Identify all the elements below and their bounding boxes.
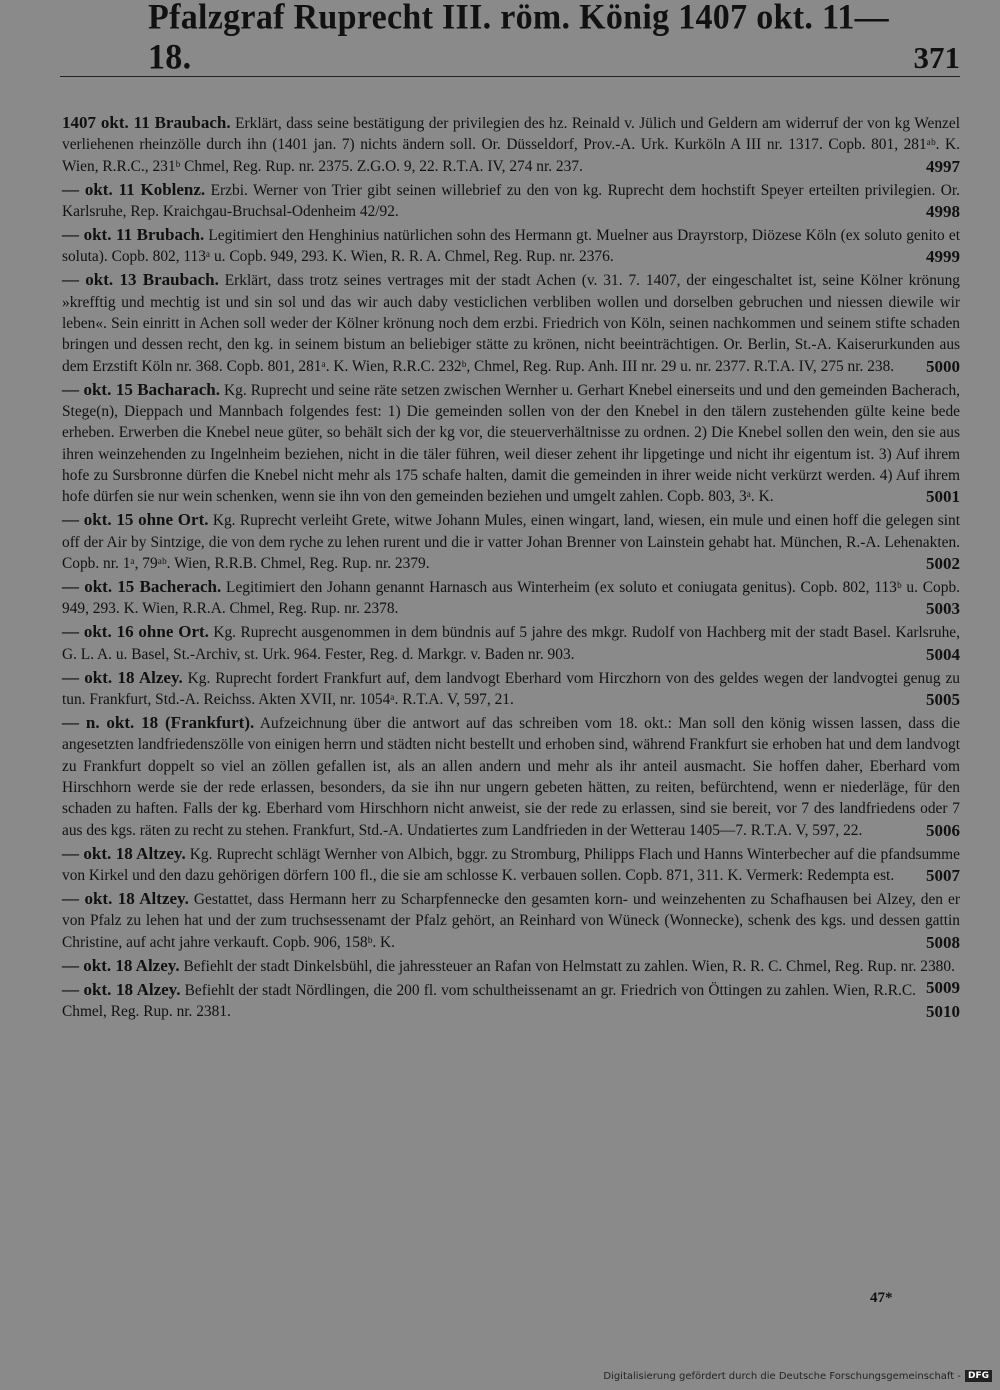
entry-text: Gestattet, dass Hermann herr zu Scharpfennecke den gesamten korn- und weinzehenten zu Schafhausen bei Alzey, den er von Pfalz zu lehen hat und der zum truchsessenamt der Pfalz gehört, an Reinhard von Wüneck (Wonnecke), schenk des kgs. und dessen gattin Christine, auf acht jahre verkauft. Copb. 906, 158ᵇ. K.	[62, 891, 961, 951]
regest-entry	[62, 379, 960, 508]
entry-date-place: — okt. 18 Altzey.	[62, 889, 189, 909]
entry-text: Legitimiert den Henghinius natürlichen sohn des Hermann gt. Muelner aus Drayrstorp, Diözese Köln (ex soluto genito et soluta). Copb. 802, 113ᵃ u. Copb. 949, 293. K. Wien, R. R. A. Chmel, Reg. Rup. nr. 2376.	[62, 227, 960, 266]
regest-entry	[62, 224, 960, 268]
regest-entry	[62, 269, 960, 376]
signature-mark: 47*	[870, 1290, 893, 1306]
regest-entry	[62, 509, 960, 574]
entry-number: 5003	[926, 599, 960, 619]
entry-date-place: — okt. 18 Alzey.	[62, 955, 180, 975]
entry-number: 5000	[926, 356, 960, 376]
entry-number: 5005	[926, 690, 960, 710]
entry-number: 4999	[926, 247, 960, 267]
regest-entry	[62, 843, 960, 887]
entry-number: 5002	[926, 553, 960, 573]
entry-text: Befiehlt der stadt Nördlingen, die 200 fl. vom schultheissenamt an gr. Friedrich von Öttingen zu zahlen. Wien, R.R.C. Chmel, Reg. Rup. nr. 2381.	[62, 981, 916, 1021]
entry-date-place: — okt. 18 Alzey.	[62, 979, 181, 999]
entry-number: 5001	[926, 487, 960, 507]
dfg-credit	[603, 1370, 992, 1382]
entry-number: 5004	[926, 644, 960, 664]
entry-text: Kg. Ruprecht fordert Frankfurt auf, dem landvogt Eberhard vom Hirczhorn von des geldes wegen der landvogtei genug zu tun. Frankfurt, Std.-A. Reichss. Akten XVII, nr. 1054ᵃ. R.T.A. V, 597, 21.	[62, 669, 960, 709]
entry-number: 5006	[926, 820, 960, 840]
regest-entry	[62, 979, 960, 1023]
entry-number: 5007	[926, 866, 960, 886]
entry-number: 5009	[926, 978, 960, 998]
running-title: Pfalzgraf Ruprecht III. röm. König 1407 okt. 11—18.	[148, 0, 889, 77]
entry-text: Kg. Ruprecht schlägt Wernher von Albich, bggr. zu Stromburg, Philipps Flach und Hanns Winterbecher auf die pfandsumme von Kirkel und den dazu gehörigen dörfern 100 fl., die sie am schlosse K. verbauen sollen. Copb. 871, 311. K. Vermerk: Redempta est.	[62, 845, 960, 885]
regest-entry	[62, 712, 960, 841]
page-number: 371	[913, 40, 960, 75]
entry-text: Aufzeichnung über die antwort auf das schreiben vom 18. okt.: Man soll den könig wissen lassen, dass die angesetzten landfriedenszölle von einigen herrn und städten nicht bestellt und erhoben sind, während Frankfurt sie erhoben hat und dem landvogt zu Frankfurt doppelt so viel an zöllen gefallen ist, als an allen andern und mehr als ihr anteil ausmacht. Sie hoffen daher, Eberhard vom Hirschhorn werde sie der rede erlassen, besonders, da sie ihn nur ungern gebeten hätten, zu reiten, befürchtend, wenn er niederläge, für den schaden zu haften. Falls der kg. Eberhard vom Hirschhorn nicht anweist, sie der rede zu erlassen, sind sie bereit, vor 7 des landfriedens oder 7 aus des kgs. räten zu recht zu stehen. Frankfurt, Std.-A. Undatiertes zum Landfrieden in der Wetterau 1405—7. R.T.A. V, 597, 22.	[62, 715, 960, 839]
entry-text: Kg. Ruprecht ausgenommen in dem bündnis auf 5 jahre des mkgr. Rudolf von Hachberg mit der stadt Basel. Karlsruhe, G. L. A. u. Basel, St.-Archiv, st. Urk. 964. Fester, Reg. d. Markgr. v. Baden nr. 903.	[62, 624, 960, 663]
entry-text: Befiehlt der stadt Dinkelsbühl, die jahressteuer an Rafan von Helmstatt zu zahlen. Wien, R. R. C. Chmel, Reg. Rup. nr. 2380.	[183, 957, 955, 975]
entry-text: Erklärt, dass seine bestätigung der privilegien des hz. Reinald v. Jülich und Geldern am widerruf der von kg Wenzel verliehenen rheinzölle durch ihn (1401 jan. 7) nichts ändern soll. Or. Düsseldorf, Prov.-A. Urk. Kurköln A III nr. 1317. Copb. 801, 281ᵃᵇ. K. Wien, R.R.C., 231ᵇ Chmel, Reg. Rup. nr. 2375. Z.G.O. 9, 22. R.T.A. IV, 274 nr. 237.	[62, 115, 960, 175]
page-header	[60, 0, 960, 77]
entry-text: Legitimiert den Johann genannt Harnasch aus Winterheim (ex soluto et coniugata genitus). Copb. 802, 113ᵇ u. Copb. 949, 293. K. Wien, R.R.A. Chmel, Reg. Rup. nr. 2378.	[62, 579, 960, 618]
entry-text: Kg. Ruprecht verleiht Grete, witwe Johann Mules, einen wingart, land, wiesen, ein mule und einen hoff die gelegen sint off der Air by Sintzige, die von dem ryche zu lehen rurent und die ir vatter Johan Brenner von Lainstein gehabt hat. München, R.-A. Lehenakten. Copb. nr. 1ᵃ, 79ᵃᵇ. Wien, R.R.B. Chmel, Reg. Rup. nr. 2379.	[62, 512, 960, 572]
dfg-logo: DFG	[965, 1370, 992, 1382]
entry-date-place: — okt. 18 Alzey.	[62, 667, 183, 687]
entry-date-place: — okt. 15 ohne Ort.	[62, 510, 209, 530]
regesta-list	[62, 112, 960, 1024]
entry-date-place: — n. okt. 18 (Frankfurt).	[62, 713, 255, 733]
regest-entry	[62, 112, 960, 177]
regest-entry	[62, 621, 960, 665]
regest-entry	[62, 955, 960, 998]
entry-date-place: — okt. 11 Brubach.	[62, 225, 205, 245]
entry-number: 5008	[926, 932, 960, 952]
dfg-credit-text: Digitalisierung gefördert durch die Deutsche Forschungsgemeinschaft -	[603, 1370, 961, 1382]
regest-entry	[62, 576, 960, 620]
entry-date-place: — okt. 16 ohne Ort.	[62, 622, 209, 642]
entry-date-place: — okt. 11 Koblenz.	[62, 179, 206, 199]
regest-entry	[62, 667, 960, 711]
entry-date-place: — okt. 13 Braubach.	[62, 270, 219, 290]
entry-text: Erzbi. Werner von Trier gibt seinen willebrief zu den von kg. Ruprecht dem hochstift Speyer erteilten privilegien. Or. Karlsruhe, Rep. Kraichgau-Bruchsal-Odenheim 42/92.	[62, 181, 960, 220]
regest-entry	[62, 888, 960, 953]
entry-text: Kg. Ruprecht und seine räte setzen zwischen Wernher u. Gerhart Knebel einerseits und und den gemeinden Bacherach, Stege(n), Dieppach und Mannbach folgendes fest: 1) Die gemeinden sollen von der den Knebel in den tälern zustehenden gülte keine bede erheben. Erwerben die Knebel neue güter, so behält sich der kg vor, die steuerverhältnisse zu ordnen. 2) Die Knebel sollen den wein, den sie aus ihren weinzehenden zu Ingelnheim beziehen, nicht in die täler führen, weil dieser zehent ihr lipgetinge und nicht ihr eigentum ist. 3) Auf ihrem hofe zu Sursbronne dürfen die Knebel nicht mehr als 175 schafe halten, damit die gemeinden in ihrer weide nicht verkürzt werden. 4) Auf ihrem hofe dürfen sie nur wein schenken, wenn sie ihn von den gemeinden beziehen und umgelt zahlen. Copb. 803, 3ᵃ. K.	[62, 381, 961, 506]
entry-text: Erklärt, dass trotz seines vertrages mit der stadt Achen (v. 31. 7. 1407, der eingeschaltet ist, seine Kölner krönung »krefftig und mechtig ist und sin sol und das wir auch daby vesticlichen verbliben wollen und dorselben gebruchen und niessen diewile wir leben«. Sein einritt in Achen soll weder der Kölner krönung noch dem erzbi. Friedrich von Köln, seinen nachkommen und seinem stifte schaden bringen und dessen recht, den kg. in seinem bistum an beliebiger stätte zu krönen, nicht beeinträchtigen. Or. Berlin, St.-A. Kaiserurkunden aus dem Erzstift Köln nr. 368. Copb. 801, 281ᵃ. K. Wien, R.R.C. 232ᵇ, Chmel, Reg. Rup. Anh. III nr. 29 u. nr. 2377. R.T.A. IV, 275 nr. 238.	[62, 272, 960, 375]
entry-date-place: 1407 okt. 11 Braubach.	[62, 113, 231, 132]
entry-number: 5010	[926, 1002, 960, 1022]
entry-number: 4998	[926, 201, 960, 221]
entry-date-place: — okt. 18 Altzey.	[62, 843, 186, 863]
regest-entry	[62, 179, 960, 223]
entry-date-place: — okt. 15 Bacharach.	[62, 379, 220, 399]
entry-number: 4997	[926, 156, 960, 176]
entry-date-place: — okt. 15 Bacherach.	[62, 577, 222, 597]
